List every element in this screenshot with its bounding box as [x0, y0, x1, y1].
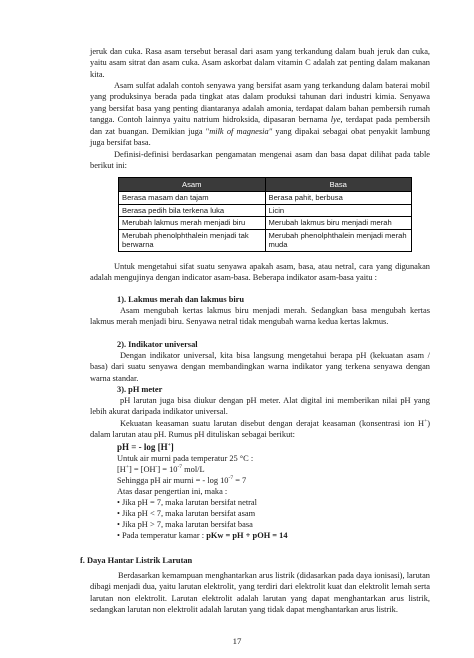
- acid-base-table: [118, 177, 412, 252]
- text-segment: pH = - log [H: [117, 442, 168, 452]
- bullet-pkw: [117, 530, 288, 541]
- text-segment: ]: [170, 442, 174, 452]
- paragraph-intro: jeruk dan cuka. Rasa asam tersebut berasal dari asam yang terkandung dalam buah jeruk dan cuka, yaitu asam sitrat dan asam cuka. Asam askorbat dalam vitamin C adalah zat penting dalam makanan kita.: [90, 47, 430, 79]
- text-segment: Asam sulfat adalah contoh senyawa yang bersifat asam yang terkandung dalam baterai mobil yang produksinya berada pada tingkat atas dalam produksi tahunan dari industri kimia. Senyawa yang bersifat basa yang penting diantaranya adalah amonia, terdapat dalam bahan pembersih rumah tangga. Contoh lainnya yaitu natrium hidroksida, dipasaran bernama: [90, 81, 430, 125]
- text-segment: ] = [OH: [128, 465, 156, 474]
- superscript: +: [167, 442, 171, 448]
- paragraph-sulfuric-acid: [90, 80, 430, 148]
- superscript: -: [155, 464, 158, 471]
- superscript: +: [424, 418, 428, 425]
- ion-equation: [117, 464, 205, 475]
- ph-water-line: [117, 475, 246, 486]
- section-heading: f. Daya Hantar Listrik Larutan: [80, 556, 193, 565]
- text-segment: Kekuatan keasaman suatu larutan disebut dengan derajat keasaman (konsentrasi ion H: [120, 419, 425, 428]
- superscript: -7: [177, 464, 183, 471]
- paragraph-conductivity: Berdasarkan kemampuan menghantarkan arus listrik (didasarkan pada daya ionisasi), larutan dibagi menjadi dua, yaitu larutan elektrolit, yang terdiri dari elektrolit kuat dan elektrolit lemah serta larutan non elektrolit. Larutan elektrolit adalah larutan yang dapat menghantarkan arus listrik, sedangkan larutan non elektrolit adalah larutan yang tidak dapat menghantarkan arus listrik.: [90, 571, 430, 615]
- text-segment: = 7: [233, 476, 247, 485]
- paragraph-indicator-intro: Untuk mengetahui sifat suatu senyawa apakah asam, basa, atau netral, cara yang digunakan adalah mengujinya dengan indicator asam-basa. Beberapa indikator asam-basa yaitu :: [90, 262, 430, 283]
- paragraph-ph-meter: pH larutan juga bisa diukur dengan pH meter. Alat digital ini memberikan nilai pH yang lebih akurat daripada indikator universal.: [90, 396, 430, 417]
- text-segment: yang dipakai sebagai obat penyakit lambung juga bersifat basa.: [90, 126, 430, 148]
- bullet-neutral: • Jika pH = 7, maka larutan bersifat netral: [117, 498, 257, 507]
- italic-term-milk-of-magnesia: milk of magnesia": [209, 126, 273, 136]
- text-segment: ] = 10: [157, 465, 178, 474]
- table-row: [119, 229, 412, 251]
- bullet-acid: • Jika pH < 7, maka larutan bersifat asam: [117, 509, 256, 518]
- text-segment: [H: [117, 465, 126, 474]
- page-number: 17: [232, 636, 242, 646]
- table-cell: Merubah phenolphthalein menjadi merah muda: [265, 229, 412, 251]
- table-cell: Merubah lakmus biru menjadi merah: [265, 217, 412, 230]
- table-header-base: Basa: [265, 178, 412, 192]
- pkw-formula: pKw = pH + pOH = 14: [206, 531, 288, 540]
- text-segment: Sehingga pH air murni = - log 10: [117, 476, 229, 485]
- paragraph-litmus: Asam mengubah kertas lakmus biru menjadi merah. Sedangkan basa mengubah kertas lakmus merah menjadi biru. Senyawa netral tidak mengubah warna kedua kertas lakmus.: [90, 306, 430, 327]
- water-temperature-line: Untuk air murni pada temperatur 25 °C :: [117, 454, 254, 463]
- table-cell: Berasa masam dan tajam: [119, 192, 266, 205]
- superscript: +: [125, 464, 129, 471]
- paragraph-definitions: Definisi-definisi berdasarkan pengamatan mengenai asam dan basa dapat dilihat pada table berikut ini:: [90, 150, 430, 171]
- italic-term-lye: lye: [330, 115, 341, 125]
- bullet-base: • Jika pH > 7, maka larutan bersifat basa: [117, 520, 253, 529]
- table-header-acid: Asam: [119, 178, 266, 192]
- table-cell: Berasa pedih bila terkena luka: [119, 204, 266, 217]
- superscript: -7: [228, 475, 234, 482]
- text-segment: , terdapat pada pembersih dan zat buangan. Demikian juga ": [90, 115, 430, 136]
- heading-universal-indicator: 2). Indikator universal: [117, 340, 198, 349]
- basis-line: Atas dasar pengertian ini, maka :: [117, 487, 228, 496]
- paragraph-acidity: [90, 418, 430, 441]
- table-cell: Berasa pahit, berbusa: [265, 192, 412, 205]
- table-row: [119, 204, 412, 217]
- heading-litmus: 1). Lakmus merah dan lakmus biru: [117, 295, 245, 304]
- table-row: [119, 192, 412, 205]
- table-cell: Licin: [265, 204, 412, 217]
- paragraph-universal-indicator: Dengan indikator universal, kita bisa langsung mengetahui berapa pH (kekuatan asam / basa) dari suatu senyawa dengan membandingkan warna indikator yang terkena senyawa dengan warna standar.: [90, 351, 430, 383]
- table-cell: Merubah phenolphthalein menjadi tak berwarna: [119, 229, 266, 251]
- ph-formula: [117, 442, 174, 453]
- table-row: [119, 217, 412, 230]
- text-segment: • Pada temperatur kamar :: [117, 531, 207, 540]
- text-segment: ) dalam larutan atau pH. Rumus pH dituliskan sebagai berikut:: [90, 419, 430, 440]
- text-segment: mol/L: [182, 465, 205, 474]
- table-cell: Merubah lakmus merah menjadi biru: [119, 217, 266, 230]
- heading-ph-meter: 3). pH meter: [117, 385, 163, 394]
